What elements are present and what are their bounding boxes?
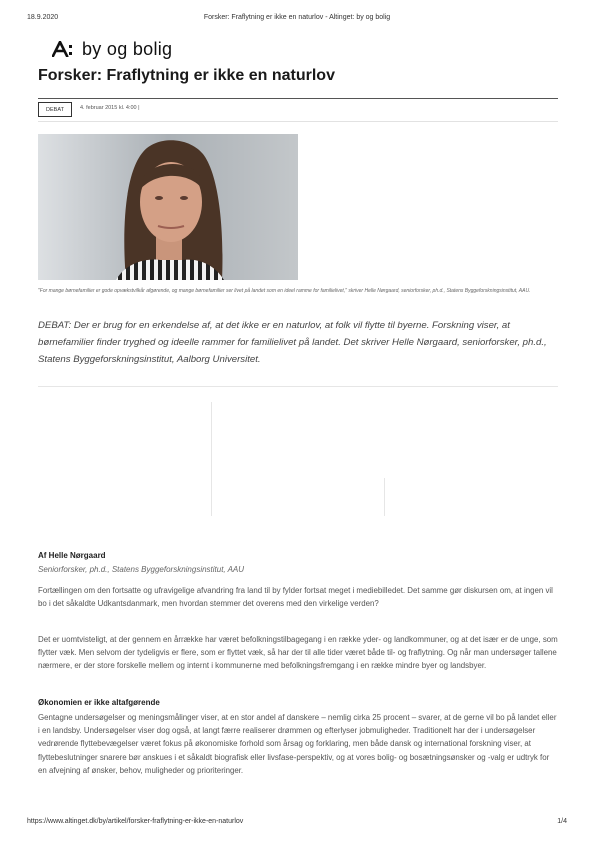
meta-divider [38,121,558,122]
body-paragraph: Gentagne undersøgelser og meningsmålinger viser, at en stor andel af danskere – nemlig cirka 25 procent – svarer, at de gerne vil bo på landet eller i en landsby. Undersøgelser viser dog også, at langt færre realiserer drømmen og efterlyser jobmuligheder. Traditionelt har der i undersøgelser vedrørende flyttebevægelser været fokus på økonomiske forhold som årsag og forklaring, men både dansk og international forskning viser, at flyttebeslutninger snarere bør anskues i et såkaldt biografisk eller livsfase-perspektiv, og at vores bolig- og bosætningsønsker og -valg er udtryk for en afvejning af ønsker, behov, muligheder og prioriteringer. [38,713,557,775]
author-photo [38,134,298,280]
print-page-number: 1/4 [557,818,567,825]
category-tag[interactable]: DEBAT [38,102,72,117]
portrait-image [38,134,298,280]
publish-date: 4. februar 2015 kl. 4:00 | [80,105,140,111]
headline-divider [38,98,558,99]
site-logo[interactable] [52,38,172,60]
lead-divider [38,386,558,387]
author-name: Af Helle Nørgaard [38,551,106,560]
photo-caption: "For mange børnefamilier er gode opvækstvilkår afgørende, og mange børnefamilier ser livet på landet som en ideel ramme for familielivet," skriver Helle Nørgaard, seniorforsker, ph.d., Statens Byggeforskningsinstitut, AAU. [38,288,531,294]
section-subheading: Økonomien er ikke altafgørende [38,698,160,707]
article-headline: Forsker: Fraflytning er ikke en naturlov [38,67,335,84]
body-paragraph: Fortællingen om den fortsatte og ufravigelige afvandring fra land til by fylder fortsat meget i mediebilledet. Det samme gør diskursen om, at ingen vil bo i det såkaldte Udkantsdanmark, men hvordan stemmer det overens med den virkelige verden? [38,586,553,609]
print-url: https://www.altinget.dk/by/artikel/forsker-fraflytning-er-ikke-en-naturlov [27,818,244,825]
body-paragraph: Det er uomtvisteligt, at der gennem en årrække har været befolkningstilbagegang i en række yder- og landkommuner, og at det især er de unge, som flytter væk. Men selvom der tydeligvis er flere, som er flyttet væk, så har der til alle tider været både til- og fraflytning. Og når man undersøger tallene nærmere, er der store forskelle mellem og internt i kommunerne med befolkningsfremgang i en række mindre byer og landsbyer. [38,635,558,671]
brand-name: by og bolig [82,38,173,59]
ad-placeholder-border [384,478,385,516]
ad-placeholder-border [211,402,212,516]
altinget-a-logo-icon [52,41,74,57]
article-lead: DEBAT: Der er brug for en erkendelse af, at det ikke er en naturlov, at folk vil flytte til byerne. Forskning viser, at børnefamilier finder tryghed og ideelle rammer for familielivet på landet. Det skriver Helle Nørgaard, seniorforsker, ph.d., Statens Byggeforskningsinstitut, Aalborg Universitet. [38,320,547,365]
author-role: Seniorforsker, ph.d., Statens Byggeforskningsinstitut, AAU [38,565,245,574]
print-date: 18.9.2020 [27,14,59,21]
print-page-title: Forsker: Fraflytning er ikke en naturlov - Altinget: by og bolig [203,14,391,21]
